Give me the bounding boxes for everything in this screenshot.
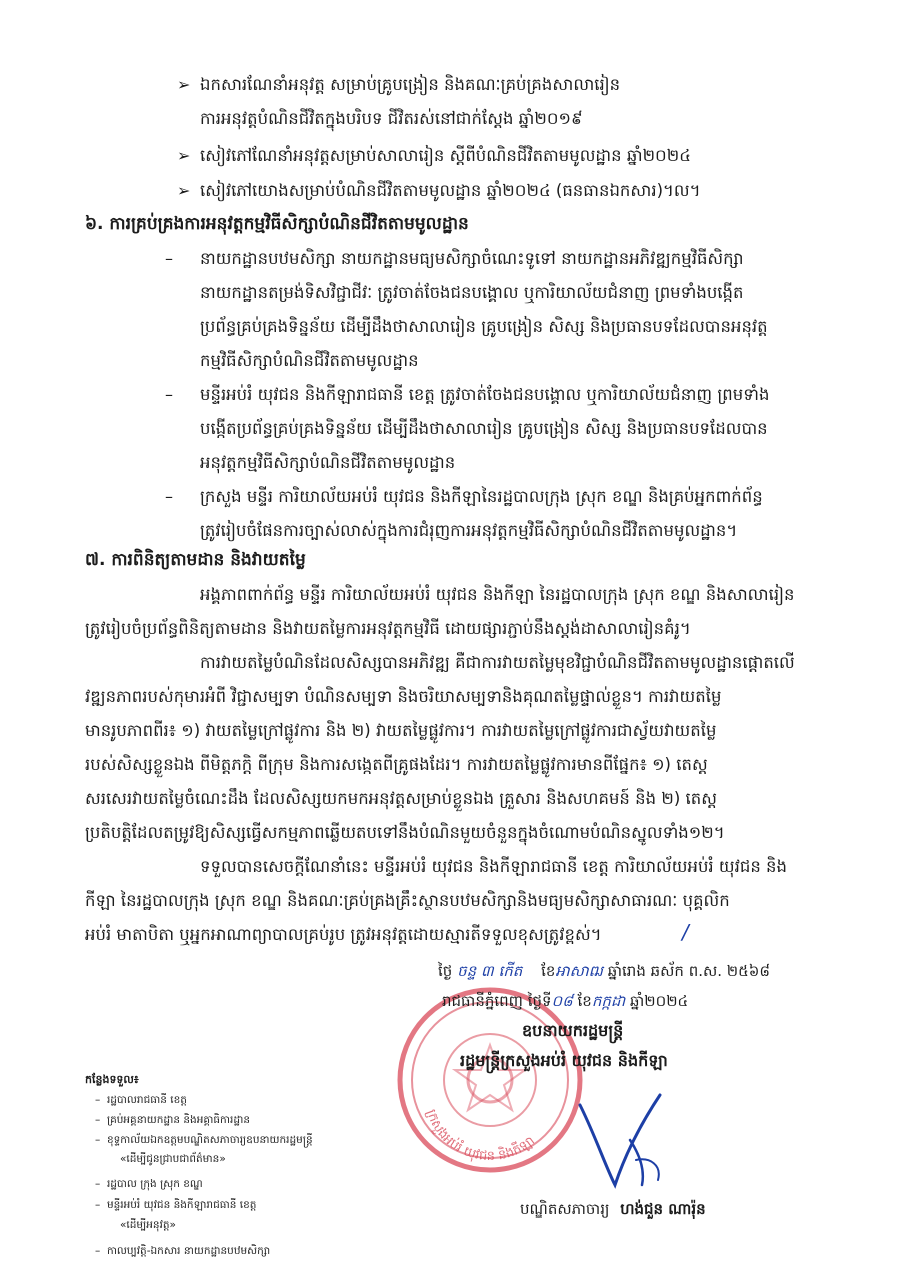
recipient-item: – គ្រប់អគ្គនាយកដ្ឋាន និងអគ្គាធិការដ្ឋាន (95, 1114, 251, 1126)
dash-bullet-icon: – (165, 249, 173, 268)
section6-item-line: កម្មវិធីសិក្សាបំណិនជីវិតតាមមូលដ្ឋាន (200, 351, 419, 370)
intro-bullet-line: សៀវភៅណែនាំអនុវត្តសម្រាប់សាលារៀន ស្តីពីបំណិនជីវិតតាមមូលដ្ឋាន ឆ្នាំ២០២៤ (200, 146, 691, 165)
recipient-item: – រដ្ឋបាលរាជធានី ខេត្ត (95, 1094, 187, 1106)
signatory-role-1: ឧបនាយករដ្ឋមន្ត្រី (522, 1021, 624, 1040)
paragraph-line: វឌ្ឍនភាពរបស់កុមារអំពី វិជ្ជាសម្បទា បំណិនសម្បទា និងចរិយាសម្បទានិងគុណតម្លៃផ្ទាល់ខ្លួន។ ការវាយតម្លៃ (85, 687, 722, 706)
recipient-note: «ដើម្បីជូនជ្រាបជាព័ត៌មាន» (120, 1153, 226, 1165)
section6-item-line: អនុវត្តកម្មវិធីសិក្សាបំណិនជីវិតតាមមូលដ្ឋាន (200, 453, 456, 472)
handwritten-signature-icon (570, 1085, 690, 1195)
arrow-bullet-icon: ➢ (177, 75, 191, 94)
section6-item-line: ត្រូវរៀបចំផែនការច្បាស់លាស់ក្នុងការជំរុញការអនុវត្តកម្មវិធីសិក្សាបំណិនជីវិតតាមមូលដ្ឋាន។ (200, 521, 738, 540)
pen-mark-icon: / (682, 920, 689, 944)
paragraph-line: របស់សិស្សខ្លួនឯង ពីមិត្តភក្តិ ពីក្រុម និងការសង្កេតពីគ្រូផងដែរ។ ការវាយតម្លៃផ្លូវការមានពីផ្នែក៖ ១) តេស្ត (85, 755, 708, 774)
paragraph-line: មានរូបភាពពីរ៖ ១) វាយតម្លៃក្រៅផ្លូវការ និង ២) វាយតម្លៃផ្លូវការ។ ការវាយតម្លៃក្រៅផ្លូវការជាស្វ័យវាយតម្លៃ (85, 721, 717, 740)
intro-bullet-line: សៀវភៅយោងសម្រាប់បំណិនជីវិតតាមមូលដ្ឋាន ឆ្នាំ២០២៤ (ធនធានឯកសារ)។ល។ (200, 181, 701, 200)
signatory-name-line: បណ្ឌិតសភាចារ្យ ហង់ជួន ណារ៉ុន (520, 1200, 706, 1218)
arrow-bullet-icon: ➢ (177, 181, 191, 200)
section6-item-line: បង្កើតប្រព័ន្ធគ្រប់គ្រងទិន្នន័យ ដើម្បីដឹងថាសាលារៀន គ្រូបង្រៀន សិស្ស និងប្រធានបទដែលបាន (200, 419, 768, 438)
section6-item-line: ប្រព័ន្ធគ្រប់គ្រងទិន្នន័យ ដើម្បីដឹងថាសាលារៀន គ្រូបង្រៀន សិស្ស និងប្រធានបទដែលបានអនុវត្ត (200, 317, 768, 336)
paragraph-line: ទទួលបានសេចក្តីណែនាំនេះ មន្ទីរអប់រំ យុវជន និងកីឡារាជធានី ខេត្ត ការិយាល័យអប់រំ យុវជន និង (200, 857, 787, 876)
section-heading: ៧. ការពិនិត្យតាមដាន និងវាយតម្លៃ (85, 550, 306, 570)
seal-text: ក្រសួងអប់រំ យុវជន និងកីឡា (422, 1107, 538, 1165)
section6-item-line: ក្រសួង មន្ទីរ ការិយាល័យអប់រំ យុវជន និងកីឡានៃរដ្ឋបាលក្រុង ស្រុក ខណ្ឌ និងគ្រប់អ្នកពាក់ព័ន្ធ (200, 487, 763, 506)
dash-bullet-icon: – (165, 385, 173, 404)
paragraph-line: អប់រំ មាតាបិតា ឬអ្នកអាណាព្យាបាលគ្រប់រូប ត្រូវអនុវត្តដោយស្មារតីទទួលខុសត្រូវខ្ពស់។ (85, 925, 602, 944)
recipient-item: – ខុទ្ទកាល័យឯកឧត្តមបណ្ឌិតសភាចារ្យឧបនាយករដ្ឋមន្ត្រី (95, 1134, 313, 1146)
section6-item-line: នាយកដ្ឋានតម្រង់ទិសវិជ្ជាជីវៈ ត្រូវចាត់ចែងជនបង្គោល ឬការិយាល័យជំនាញ ព្រមទាំងបង្កើត (200, 283, 744, 302)
recipient-item: – កាលប្បវត្តិ-ឯកសារ នាយកដ្ឋានបឋមសិក្សា (95, 1245, 271, 1257)
arrow-bullet-icon: ➢ (177, 146, 191, 165)
intro-bullet-line: ឯកសារណែនាំអនុវត្ត សម្រាប់គ្រូបង្រៀន និងគណៈគ្រប់គ្រងសាលារៀន (200, 75, 621, 94)
signatory-role-2: រដ្ឋមន្ត្រីក្រសួងអប់រំ យុវជន និងកីឡា (460, 1051, 668, 1070)
official-seal-icon (395, 985, 585, 1175)
paragraph-line: អង្គភាពពាក់ព័ន្ធ មន្ទីរ ការិយាល័យអប់រំ យុវជន និងកីឡា នៃរដ្ឋបាលក្រុង ស្រុក ខណ្ឌ និងសាលារៀន (200, 585, 795, 604)
paragraph-line: សរសេរវាយតម្លៃចំណេះដឹង ដែលសិស្សយកមកអនុវត្តសម្រាប់ខ្លួនឯង គ្រួសារ និងសហគមន៍ និង ២) តេស្ត (85, 789, 717, 808)
paragraph-line: ប្រតិបត្តិដែលតម្រូវឱ្យសិស្សធ្វើសកម្មភាពឆ្លើយតបទៅនឹងបំណិនមួយចំនួនក្នុងចំណោមបំណិនស្នូលទាំង១២។ (85, 823, 725, 842)
section6-item-line: មន្ទីរអប់រំ យុវជន និងកីឡារាជធានី ខេត្ត ត្រូវចាត់ចែងជនបង្គោល ឬការិយាល័យជំនាញ ព្រមទាំង (200, 385, 770, 404)
recipient-item: – រដ្ឋបាល ក្រុង ស្រុក ខណ្ឌ (95, 1178, 203, 1190)
section-heading: ៦. ការគ្រប់គ្រងការអនុវត្តកម្មវិធីសិក្សាបំណិនជីវិតតាមមូលដ្ឋាន (85, 214, 469, 234)
paragraph-line: ការវាយតម្លៃបំណិនដែលសិស្សបានអភិវឌ្ឍ គឺជាការវាយតម្លៃមុខវិជ្ជាបំណិនជីវិតតាមមូលដ្ឋានផ្តោតលើ (200, 653, 795, 672)
lunar-date-line: ថ្ងៃ ចន្ទ ៣ កើត ខែអាសាឍ ឆ្នាំរោង ឆស័ក ព.ស. ២៥៦៨ (438, 962, 771, 980)
paragraph-line: កីឡា នៃរដ្ឋបាលក្រុង ស្រុក ខណ្ឌ និងគណៈគ្រប់គ្រងគ្រឹះស្ថានបឋមសិក្សានិងមធ្យមសិក្សាសាធារណៈ បុគ្គលិក (85, 891, 730, 910)
paragraph-line: ត្រូវរៀបចំប្រព័ន្ធពិនិត្យតាមដាន និងវាយតម្លៃការអនុវត្តកម្មវិធី ដោយផ្សារភ្ជាប់នឹងស្តង់ដាសាលារៀនគំរូ។ (85, 619, 691, 638)
recipient-note: «ដើម្បីអនុវត្ត» (120, 1219, 176, 1231)
intro-bullet-line: ការអនុវត្តបំណិនជីវិតក្នុងបរិបទ ជីវិតរស់នៅជាក់ស្តែង ឆ្នាំ២០១៩ (200, 109, 583, 128)
section6-item-line: នាយកដ្ឋានបឋមសិក្សា នាយកដ្ឋានមធ្យមសិក្សាចំណេះទូទៅ នាយកដ្ឋានអភិវឌ្ឍកម្មវិធីសិក្សា (200, 249, 744, 268)
recipients-title: កន្លែងទទួល៖ (85, 1073, 139, 1086)
date-line: រាជធានីភ្នំពេញ ថ្ងៃទី០៨ ខែកក្កដា ឆ្នាំ២០២៤ (442, 992, 689, 1010)
dash-bullet-icon: – (165, 487, 173, 506)
recipient-item: – មន្ទីរអប់រំ យុវជន និងកីឡារាជធានី ខេត្ត (95, 1199, 257, 1211)
